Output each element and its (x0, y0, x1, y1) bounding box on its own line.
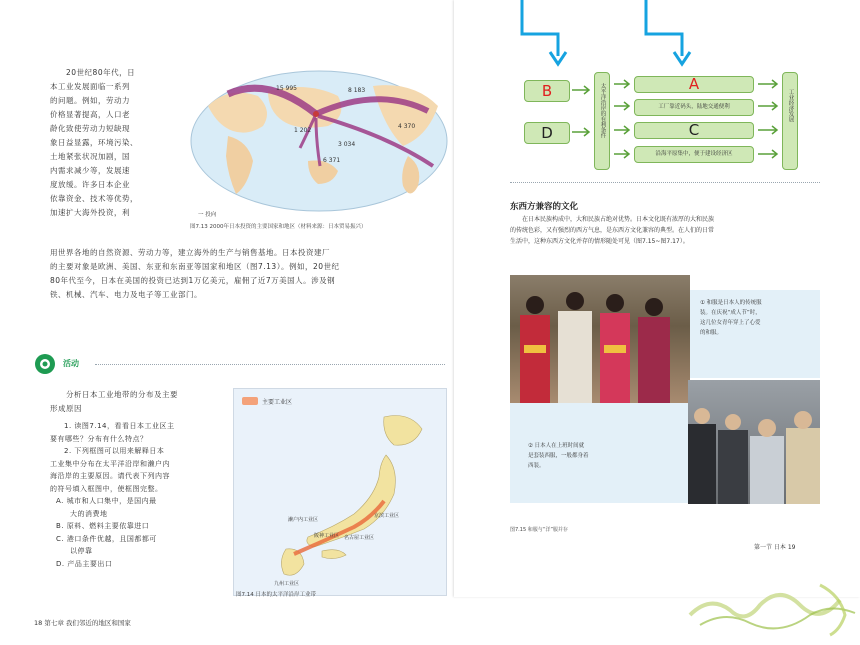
intro-line: 本工业发展面临一系列 (50, 82, 130, 91)
suit-caption-line: 西装。 (528, 463, 545, 469)
intro-line: 土地紧张状况加剧，国 (50, 152, 130, 161)
activity-icon (33, 352, 57, 376)
japan-label: 名古屋工业区 (344, 535, 375, 541)
activity-option: C. 港口条件优越，且国都都可 (56, 534, 157, 543)
arrow-a-icon (646, 0, 682, 56)
kimono-caption-panel (690, 290, 820, 378)
body-line: 铁、机械、汽车、电力及电子等工业部门。 (50, 290, 202, 299)
box-a[interactable] (634, 76, 754, 93)
activity-line: 海沿岸的主要原因。请代表下列内容 (50, 472, 170, 480)
map-value: 8 183 (348, 87, 366, 94)
map-value: 4 370 (398, 123, 416, 130)
left-arrows (570, 82, 594, 144)
right-page (454, 0, 860, 597)
activity-header (33, 352, 449, 376)
activity-title (50, 388, 225, 416)
japan-label: 京滨工业区 (374, 513, 400, 519)
activity-line: 2. 下列框图可以用来解释日本 (64, 447, 165, 455)
japan-label: 九州工业区 (274, 581, 300, 587)
intro-line: 价格显著提高，人口老 (50, 110, 130, 119)
suits-photo (688, 380, 820, 504)
intro-line: 象日益显露，环境污染、 (50, 138, 138, 147)
box-a-label: A (688, 75, 700, 93)
kimono-caption-line: ① 和服是日本人的传统服 (700, 300, 762, 306)
flowchart (524, 72, 822, 172)
activity-option: B. 原料、燃料主要依靠进口 (56, 522, 150, 530)
intro-line: 度放缓。许多日本企业 (50, 180, 130, 189)
box-docks (634, 99, 754, 116)
box-docks-label: 工厂靠近码头，陆地交通便利 (658, 104, 730, 110)
box-d-label: D (541, 124, 553, 142)
left-footer: 18 第七章 我们邻近的地区和国家 (34, 619, 131, 627)
box-industry-result (782, 72, 798, 170)
japan-label: 濑户内工业区 (288, 517, 319, 523)
map-value: 3 034 (338, 141, 356, 148)
activity-line: 的符号填入框图中，使框图完整。 (50, 484, 163, 493)
body-line: 用世界各地的自然资源、劳动力等，建立海外的生产与销售基地。日本投资建厂 (50, 248, 330, 257)
fig714-caption: 图7.14 日本的太平洋沿岸工业带 (236, 592, 316, 598)
mid-arrows (612, 72, 632, 172)
right-arrows (756, 72, 780, 172)
map-value: 15 995 (276, 85, 297, 92)
blue-arrows (514, 0, 694, 70)
flowchart-divider (510, 182, 820, 183)
suit-figures (688, 380, 820, 504)
kimono-caption-line: 装。在庆祝“成人节”时， (700, 310, 761, 316)
suit-caption-panel (510, 403, 688, 503)
fig713-caption: 图7.13 2000年日本投资的主要国家和地区（材料来源：日本贸易振兴） (190, 224, 367, 230)
activity-option: D. 产品主要出口 (56, 559, 113, 568)
map-legend: 一 投向 (198, 212, 217, 218)
activity-line: 要有哪些？分布有什么特点？ (50, 434, 148, 443)
kimono-photo (510, 275, 690, 403)
legend-swatch (242, 397, 258, 405)
section-line: 的传统色彩，又有强烈的西方气息，是东西方文化兼容的典型。在人们的日常 (510, 227, 715, 234)
body-line: 的主要对象是欧洲、美国、东亚和东南亚等国家和地区（图7.13）。例如，20世纪 (50, 262, 340, 271)
box-coastal-conditions (594, 72, 610, 170)
activity-divider (95, 364, 445, 365)
activity-title-line: 分析日本工业地带的分布及主要 (66, 390, 178, 399)
activity-option: A. 城市和人口集中，是国内最 (56, 497, 157, 505)
kimono-caption-line: 的和服。 (700, 330, 723, 336)
intro-line: 龄化致使劳动力短缺现 (50, 124, 130, 133)
activity-label: 活动 (63, 359, 79, 368)
intro-line: 内需求减少等，发展速 (50, 166, 130, 175)
body-line: 80年代至今，日本在美国的投资已达到1万亿美元，雇佣了近7万美国人。涉及钢 (50, 276, 336, 285)
section-paragraph (510, 214, 850, 247)
section-title: 东西方兼容的文化 (510, 202, 579, 212)
japan-label: 阪神工业区 (314, 533, 340, 539)
activity-questions (50, 420, 228, 570)
box-c[interactable] (634, 122, 754, 139)
intro-line: 加速扩大海外投资，利 (50, 208, 130, 217)
intro-line: 依靠资金、技术等优势， (50, 194, 138, 203)
box-c-label: C (688, 121, 700, 139)
kimono-figures (510, 275, 690, 403)
intro-line: 20世纪80年代，日 (66, 68, 136, 77)
intro-paragraph (50, 66, 185, 220)
box-b-label: B (541, 82, 553, 100)
map-value: 6 371 (323, 157, 341, 164)
japan-map-graphic (234, 389, 446, 595)
coastal-conditions-label: 太平洋沿岸的有利条件 (599, 83, 606, 138)
suit-caption-line: ② 日本人在上班时间就 (528, 443, 585, 449)
section-line: 生活中，这种东西方文化并存的情形随处可见（图7.15~图7.17）。 (510, 238, 689, 245)
activity-line: 1. 读图7.14，看看日本工业区主 (64, 422, 175, 430)
industry-result-label: 工业经济发展 (787, 89, 794, 122)
decorative-swirl (670, 575, 860, 645)
box-d[interactable] (524, 122, 570, 144)
box-plains-label: 沿海平原集中，便于建设经济区 (655, 151, 733, 157)
japan-legend: 主要工业区 (262, 399, 293, 406)
body-paragraph (50, 246, 450, 302)
right-footer: 第一节 日本 19 (754, 544, 796, 551)
kimono-caption-line: 这几位女青年穿上了心爱 (700, 320, 761, 326)
box-b[interactable] (524, 80, 570, 102)
activity-line: 工业集中分布在太平洋沿岸和濑户内 (50, 459, 170, 468)
section-line: 在日本民族构成中，大和民族占绝对优势。日本文化既有浓厚的大和民族 (522, 216, 715, 223)
investment-world-map (188, 66, 450, 228)
intro-line: 的问题。例如，劳动力 (50, 96, 130, 105)
fig715-caption: 图7.15 和服与“洋”服并存 (510, 527, 568, 533)
japan-industrial-map (233, 388, 447, 596)
suit-caption-line: 是套装西服，一般都身着 (528, 453, 589, 459)
arrow-b-icon (522, 0, 558, 56)
world-map-graphic (188, 66, 450, 228)
map-value: 1 202 (294, 127, 312, 134)
activity-option: 以停靠 (70, 547, 93, 555)
activity-title-line: 形成原因 (50, 404, 82, 413)
box-plains (634, 146, 754, 163)
activity-option: 大的消费地 (70, 509, 108, 518)
